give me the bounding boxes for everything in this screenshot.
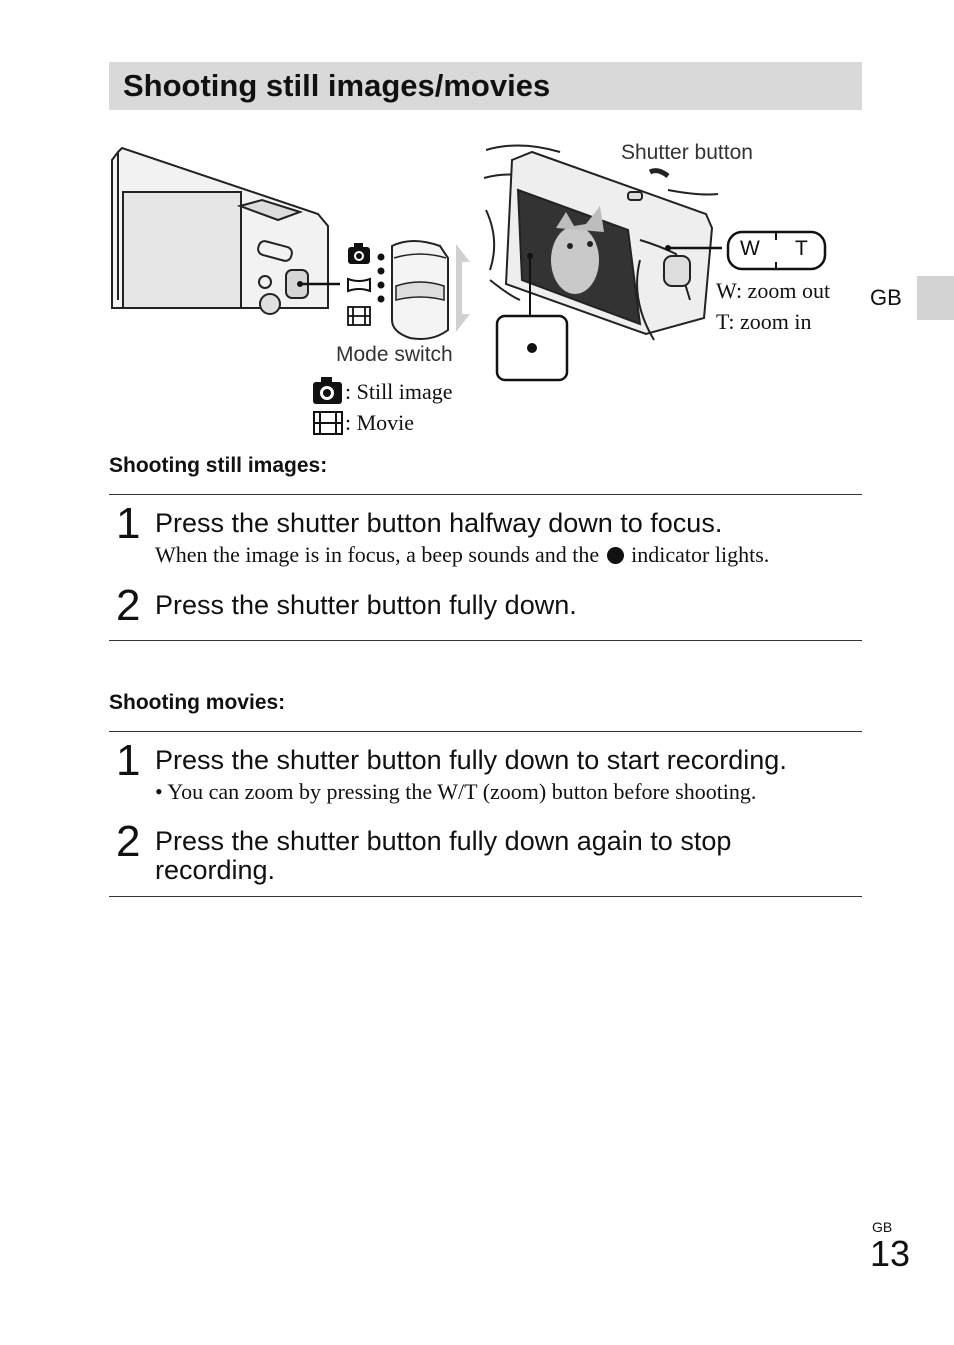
focus-indicator-callout <box>497 316 567 380</box>
step-text-continued: recording. <box>155 855 276 885</box>
footer-region-label: GB <box>872 1219 893 1235</box>
step-number: 2 <box>116 817 141 866</box>
focus-indicator-icon <box>607 547 624 564</box>
zoom-out-label: W: zoom out <box>716 278 831 303</box>
camera-right-icon <box>484 145 718 340</box>
side-tab-label: GB <box>870 285 902 310</box>
shutter-button-label: Shutter button <box>621 141 753 164</box>
still-mode-icon <box>348 243 370 264</box>
step-text: Press the shutter button fully down. <box>155 590 577 620</box>
divider <box>109 731 862 732</box>
page-title: Shooting still images/movies <box>123 68 551 103</box>
page-number: 13 <box>870 1233 911 1274</box>
step-text: Press the shutter button fully down again to stop <box>155 826 732 856</box>
step-number: 1 <box>116 736 141 785</box>
movie-mode-icon <box>348 307 370 325</box>
step-number: 2 <box>116 581 141 630</box>
divider <box>109 896 862 897</box>
step-note <box>155 542 769 568</box>
movie-legend: : Movie <box>345 410 415 435</box>
step-note: • You can zoom by pressing the W/T (zoom) button before shooting. <box>155 779 757 804</box>
zoom-t-label: T <box>795 237 808 260</box>
still-section-heading: Shooting still images: <box>109 454 328 477</box>
movie-section-heading: Shooting movies: <box>109 691 286 714</box>
step-note-end: indicator lights. <box>631 542 770 567</box>
mode-switch-icon <box>392 241 470 339</box>
step-text: Press the shutter button fully down to start recording. <box>155 745 787 775</box>
zoom-w-label: W <box>740 237 760 260</box>
still-image-legend: : Still image <box>345 379 453 404</box>
divider <box>109 494 862 495</box>
movie-legend-icon <box>314 412 342 434</box>
step-number: 1 <box>116 499 141 548</box>
camera-illustration <box>0 0 954 440</box>
divider <box>109 640 862 641</box>
camera-left-icon <box>112 148 328 314</box>
step-text: Press the shutter button halfway down to focus. <box>155 508 723 538</box>
step-note-start: When the image is in focus, a beep sounds and the <box>155 542 600 567</box>
zoom-in-label: T: zoom in <box>716 309 812 334</box>
still-legend-icon <box>313 377 342 404</box>
panorama-mode-icon <box>348 279 370 291</box>
mode-switch-label: Mode switch <box>336 343 453 366</box>
